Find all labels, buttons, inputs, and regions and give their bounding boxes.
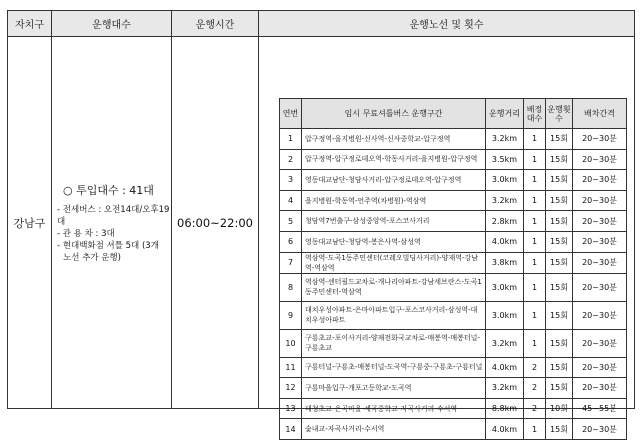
- header-interval: 배차간격: [573, 99, 627, 129]
- route-distance: 4.0km: [486, 231, 524, 252]
- route-vehicles: 1: [524, 252, 546, 273]
- route-distance: 3.8km: [486, 252, 524, 273]
- route-vehicles: 2: [524, 398, 546, 419]
- route-no: 6: [280, 231, 302, 252]
- route-section: 청담역7번출구-삼성중앙역-포스코사거리: [302, 211, 486, 232]
- route-distance: 2.8km: [486, 211, 524, 232]
- route-trips: 15회: [546, 357, 573, 378]
- route-interval: 20~30분: [573, 301, 627, 329]
- route-section: 숯내교-자곡사거리-수서역: [302, 419, 486, 440]
- table-row: [280, 398, 627, 419]
- route-trips: 15회: [546, 190, 573, 211]
- route-distance: 4.0km: [486, 357, 524, 378]
- route-trips: 15회: [546, 231, 573, 252]
- route-no: 14: [280, 419, 302, 440]
- route-no: 8: [280, 273, 302, 301]
- route-trips: 15회: [546, 273, 573, 301]
- header-hours: 운행시간: [172, 11, 259, 37]
- route-interval: 20~30분: [573, 357, 627, 378]
- header-section: 임시 무료셔틀버스 운행구간: [302, 99, 486, 129]
- total-vehicles: ○ 투입대수 : 41대: [63, 183, 154, 197]
- table-row: [280, 329, 627, 357]
- route-interval: 20~30분: [573, 252, 627, 273]
- table-row: [280, 149, 627, 170]
- table-row: [280, 301, 627, 329]
- route-trips: 15회: [546, 211, 573, 232]
- route-header-row: [280, 99, 627, 129]
- route-distance: 3.2km: [486, 329, 524, 357]
- table-row: [280, 419, 627, 440]
- route-vehicles: 1: [524, 301, 546, 329]
- route-interval: 20~30분: [573, 190, 627, 211]
- outer-header-row: [8, 11, 635, 37]
- route-no: 11: [280, 357, 302, 378]
- route-section: 을지병원-학동역-언주역(차병원)-역삼역: [302, 190, 486, 211]
- table-row: [280, 273, 627, 301]
- route-no: 4: [280, 190, 302, 211]
- district-cell: 강남구: [8, 37, 52, 409]
- route-no: 7: [280, 252, 302, 273]
- route-interval: 20~30분: [573, 329, 627, 357]
- shuttle-operation-table: [7, 10, 635, 434]
- route-no: 13: [280, 398, 302, 419]
- route-trips: 15회: [546, 170, 573, 191]
- route-trips: 15회: [546, 419, 573, 440]
- route-distance: 3.2km: [486, 129, 524, 150]
- route-vehicles: 1: [524, 329, 546, 357]
- route-interval: 45~55분: [573, 398, 627, 419]
- route-interval: 20~30분: [573, 149, 627, 170]
- route-distance: 4.0km: [486, 419, 524, 440]
- route-section: 구룡초교-포이사거리-양재전화국교차로-매봉역-매봉터널-구룡초교: [302, 329, 486, 357]
- route-distance: 3.0km: [486, 170, 524, 191]
- route-section: 구룡마을입구-개포고등학교-도곡역: [302, 378, 486, 399]
- table-row: [280, 252, 627, 273]
- route-trips: 15회: [546, 329, 573, 357]
- department-store-shuttle: - 현대백화점 셔틀 5대 (3개: [57, 240, 159, 251]
- route-interval: 20~30분: [573, 273, 627, 301]
- official-car-count: - 관 용 차 : 3대: [57, 228, 115, 239]
- route-trips: 15회: [546, 252, 573, 273]
- route-trips: 15회: [546, 378, 573, 399]
- route-trips: 15회: [546, 129, 573, 150]
- table-row: [280, 211, 627, 232]
- route-interval: 20~30분: [573, 170, 627, 191]
- header-routes: 운행노선 및 횟수: [259, 11, 635, 37]
- table-row: [280, 357, 627, 378]
- header-vehicles: 배정대수: [524, 99, 546, 129]
- department-store-shuttle-note: 노선 추가 운행): [63, 252, 121, 263]
- route-vehicles: 1: [524, 149, 546, 170]
- route-section: 구룡터널-구룡초-매봉터널-도곡역-구룡중-구룡초-구룡터널: [302, 357, 486, 378]
- header-distance: 운행거리: [486, 99, 524, 129]
- hours-cell: 06:00~22:00: [172, 37, 259, 409]
- route-distance: 3.0km: [486, 301, 524, 329]
- route-distance: 3.2km: [486, 190, 524, 211]
- route-vehicles: 1: [524, 170, 546, 191]
- route-no: 9: [280, 301, 302, 329]
- route-section: 영동대교남단-청담사거리-압구정로데오역-압구정역: [302, 170, 486, 191]
- route-section: 역삼역-센터필드교차로-개나리아파트-강남세브란스-도곡1동주민센터-역삼역: [302, 273, 486, 301]
- table-row: [280, 190, 627, 211]
- table-row: [280, 129, 627, 150]
- gangnam-row: [8, 37, 635, 409]
- route-no: 1: [280, 129, 302, 150]
- route-vehicles: 1: [524, 419, 546, 440]
- route-trips: 10회: [546, 398, 573, 419]
- header-no: 연번: [280, 99, 302, 129]
- route-interval: 20~30분: [573, 231, 627, 252]
- route-section: 영동대교남단-청담역-봉은사역-삼성역: [302, 231, 486, 252]
- header-district: 자치구: [8, 11, 52, 37]
- route-distance: 3.2km: [486, 378, 524, 399]
- route-trips: 15회: [546, 149, 573, 170]
- route-trips: 15회: [546, 301, 573, 329]
- table-row: [280, 378, 627, 399]
- route-interval: 20~30분: [573, 378, 627, 399]
- route-no: 12: [280, 378, 302, 399]
- route-section: 대청초교-은곡마을-세곡중학교-자곡사거리-수서역: [302, 398, 486, 419]
- route-vehicles: 2: [524, 357, 546, 378]
- route-distance: 3.5km: [486, 149, 524, 170]
- route-section: 대치우성아파트-은마아파트입구-포스코사거리-삼성역-대치우성아파트: [302, 301, 486, 329]
- table-row: [280, 170, 627, 191]
- route-no: 2: [280, 149, 302, 170]
- route-no: 5: [280, 211, 302, 232]
- routes-cell: [259, 37, 635, 434]
- route-vehicles: 1: [524, 129, 546, 150]
- route-no: 3: [280, 170, 302, 191]
- route-vehicles: 1: [524, 211, 546, 232]
- route-interval: 20~30분: [573, 129, 627, 150]
- route-table: [279, 98, 627, 440]
- route-section: 압구정역-압구정로데오역-학동사거리-을지병원-압구정역: [302, 149, 486, 170]
- route-section: 압구정역-을지병원-신사역-신사중학교-압구정역: [302, 129, 486, 150]
- route-distance: 3.0km: [486, 273, 524, 301]
- route-no: 10: [280, 329, 302, 357]
- route-vehicles: 1: [524, 190, 546, 211]
- header-vehicle-count: 운행대수: [52, 11, 172, 37]
- route-vehicles: 1: [524, 231, 546, 252]
- route-section: 역삼역-도곡1동주민센터(코레오빌딩사거리)-양재역-강남역-역삼역: [302, 252, 486, 273]
- route-interval: 20~30분: [573, 419, 627, 440]
- route-vehicles: 2: [524, 378, 546, 399]
- charter-bus-count: - 전세버스 : 오전14대/오후19대: [57, 204, 170, 227]
- route-vehicles: 1: [524, 273, 546, 301]
- table-row: [280, 231, 627, 252]
- vehicle-count-cell: [52, 37, 172, 409]
- route-distance: 8.8km: [486, 398, 524, 419]
- route-interval: 20~30분: [573, 211, 627, 232]
- header-trips: 운행횟수: [546, 99, 573, 129]
